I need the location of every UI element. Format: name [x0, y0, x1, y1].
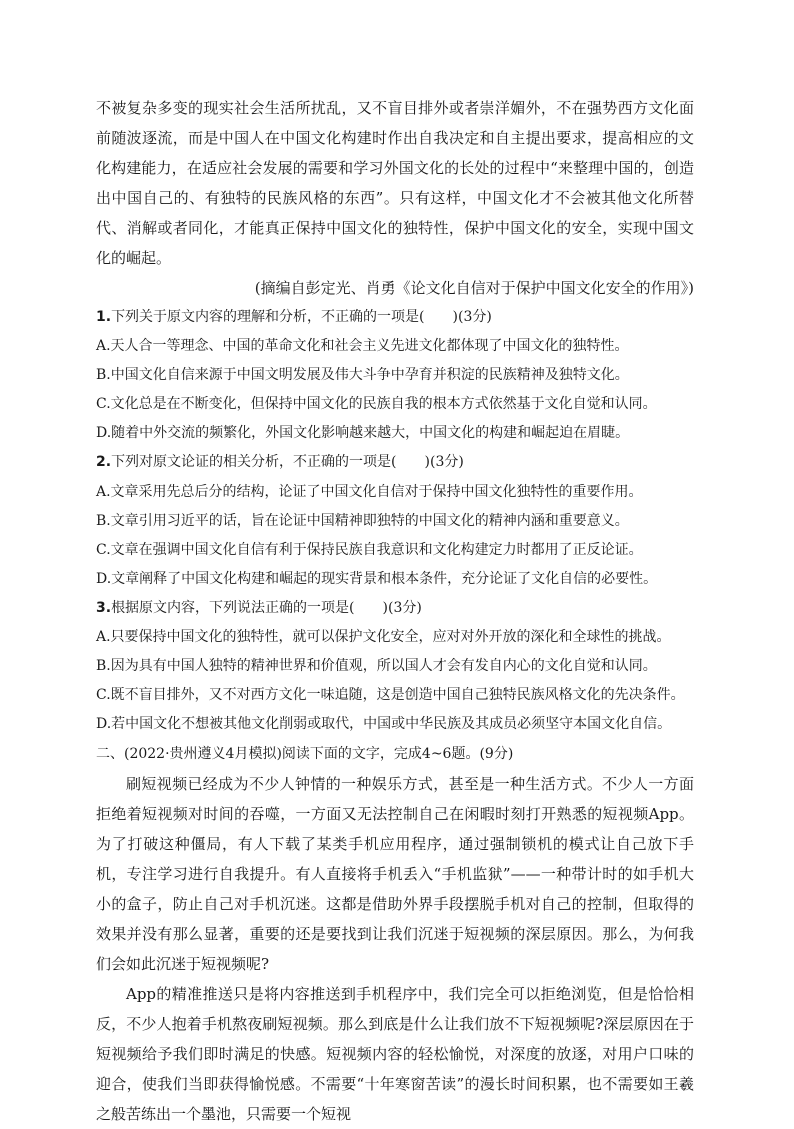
- option-c: C.文章在强调中国文化自信有利于保持民族自我意识和文化构建定力时都用了正反论证。: [96, 541, 643, 558]
- option-c: C.文化总是在不断变化，但保持中国文化的民族自我的根本方式依然基于文化自觉和认同。: [96, 396, 657, 413]
- option-d: D.文章阐释了中国文化构建和崛起的现实背景和根本条件，充分论证了文化自信的必要性。: [96, 570, 658, 587]
- option-c: C.既不盲目排外，又不对西方文化一味追随，这是创造中国自己独特民族风格文化的先决条件。: [96, 687, 685, 704]
- question-3: [96, 594, 694, 739]
- option-b: B.文章引用习近平的话，旨在论证中国精神即独特的中国文化的精神内涵和重要意义。: [96, 512, 629, 529]
- question-stem: 根据原文内容，下列说法正确的一项是( )(3分): [111, 599, 422, 616]
- option-a: A.只要保持中国文化的独特性，就可以保护文化安全，应对对外开放的深化和全球性的挑战。: [96, 629, 671, 646]
- question-number: 1.: [96, 309, 112, 325]
- option-a: A.文章采用先总后分的结构，论证了中国文化自信对于保持中国文化独特性的重要作用。: [96, 483, 643, 500]
- option-d: D.随着中外交流的频繁化，外国文化影响越来越大，中国文化的构建和崛起迫在眉睫。: [96, 425, 630, 442]
- question-number: 3.: [96, 599, 112, 616]
- question-1: [96, 303, 694, 448]
- question-number: 2.: [96, 454, 112, 471]
- question-2: [96, 448, 694, 593]
- question-stem: 下列对原文论证的相关分析，不正确的一项是( )(3分): [111, 454, 464, 471]
- essay-paragraph-1: 刷短视频已经成为不少人钟情的一种娱乐方式，甚至是一种生活方式。不少人一方面拒绝着短视频对时间的吞噬，一方面又无法控制自己在闲暇时刻打开熟悉的短视频App。为了打破这种僵局，有人下载了某类手机应用程序，通过强制锁机的模式让自己放下手机，专注学习进行自我提升。有人直接将手机丢入“手机监狱”——一种带计时的如手机大小的盒子，防止自己对手机沉迷。这都是借助外界手段摆脱手机对自己的控制，但取得的效果并没有那么显著，重要的还是要找到让我们沉迷于短视频的深层原因。那么，为何我们会如此沉迷于短视频呢?: [96, 775, 694, 974]
- option-a: A.天人合一等理念、中国的革命文化和社会主义先进文化都体现了中国文化的独特性。: [96, 338, 629, 355]
- option-d: D.若中国文化不想被其他文化削弱或取代，中国或中华民族及其成员必须坚守本国文化自信。: [96, 716, 672, 733]
- question-stem: 下列关于原文内容的理解和分析，不正确的一项是( )(3分): [111, 309, 492, 325]
- option-b: B.中国文化自信来源于中国文明发展及伟大斗争中孕育并积淀的民族精神及独特文化。: [96, 367, 629, 384]
- option-b: B.因为具有中国人独特的精神世界和价值观，所以国人才会有发自内心的文化自觉和认同。: [96, 658, 657, 675]
- essay-paragraph-2: App的精准推送只是将内容推送到手机程序中，我们完全可以拒绝浏览，但是恰恰相反，不少人抱着手机熬夜刷短视频。那么到底是什么让我们放不下短视频呢?深层原因在于短视频给予我们即时满足的快感。短视频内容的轻松愉悦，对深度的放逐，对用户口味的迎合，使我们当即获得愉悦感。不需要“十年寒窗苦读”的漫长时间积累，也不需要如王羲之般苦练出一个墨池，只需要一个短视: [96, 985, 694, 1124]
- section-two-heading: 二、(2022·贵州遵义4月模拟)阅读下面的文字，完成4~6题。(9分): [96, 746, 514, 763]
- passage-source: (摘编自彭定光、肖勇《论文化自信对于保护中国文化安全的作用》): [254, 279, 694, 297]
- passage-one-tail: 不被复杂多变的现实社会生活所扰乱，又不盲目排外或者崇洋媚外，不在强势西方文化面前随波逐流，而是中国人在中国文化构建时作出自我决定和自主提出要求，提高相应的文化构建能力，在适应社会发展的需要和学习外国文化的长处的过程中“来整理中国的，创造出中国自己的、有独特的民族风格的东西”。只有这样，中国文化才不会被其他文化所替代、消解或者同化，才能真正保持中国文化的独特性，保护中国文化的安全，实现中国文化的崛起。: [96, 99, 694, 267]
